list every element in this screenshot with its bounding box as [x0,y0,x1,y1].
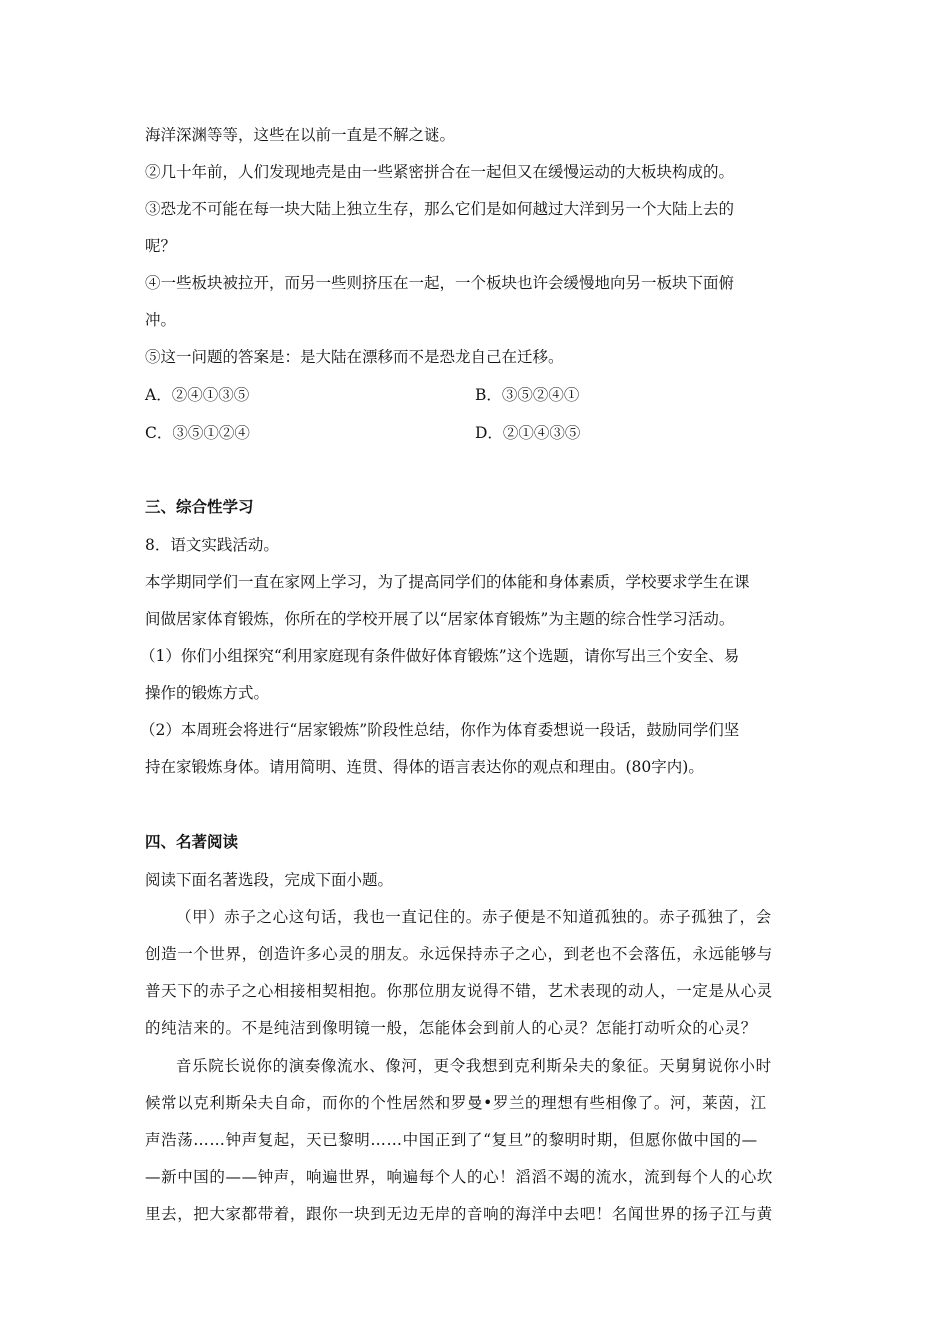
q7-sentence-5: ⑤这一问题的答案是：是大陆在漂移而不是恐龙自己在迁移。 [145,348,564,366]
passage-a-line: 创造一个世界，创造许多心灵的朋友。永远保持赤子之心，到老也不会落伍，永远能够与 [145,945,773,963]
section-3-heading: 三、综合性学习 [145,498,254,516]
section-4-heading: 四、名著阅读 [145,833,239,851]
option-a[interactable]: A．②④①③⑤ [145,386,250,404]
q8-title: 8．语文实践活动。 [145,536,279,554]
q7-sentence-3-cont: 呢？ [145,237,177,255]
passage-a-line: 普天下的赤子之心相接相契相抱。你那位朋友说得不错，艺术表现的动人，一定是从心灵 [145,982,773,1000]
q7-sentence-3: ③恐龙不可能在每一块大陆上独立生存，那么它们是如何越过大洋到另一个大陆上去的 [145,200,735,218]
passage-b-line: 音乐院长说你的演奏像流水、像河，更令我想到克利斯朵夫的象征。天舅舅说你小时 [176,1057,772,1075]
passage-a-line: 的纯洁来的。不是纯洁到像明镜一般，怎能体会到前人的心灵？怎能打动听众的心灵？ [145,1019,757,1037]
option-c[interactable]: C．③⑤①②④ [145,424,250,442]
passage-b-line: —新中国的——钟声，响遍世界，响遍每个人的心！滔滔不竭的流水，流到每个人的心坎 [145,1168,773,1186]
q8-subq-2-cont: 持在家锻炼身体。请用简明、连贯、得体的语言表达你的观点和理由。(80字内)。 [145,758,704,776]
passage-b-line: 里去，把大家都带着，跟你一块到无边无岸的音响的海洋中去吧！名闻世界的扬子江与黄 [145,1205,773,1223]
section-4-intro: 阅读下面名著选段，完成下面小题。 [145,871,394,889]
option-b[interactable]: B．③⑤②④① [475,386,580,404]
q7-sentence-4: ④一些板块被拉开，而另一些则挤压在一起，一个板块也许会缓慢地向另一板块下面俯 [145,274,735,292]
q7-sentence-2: ②几十年前，人们发现地壳是由一些紧密拼合在一起但又在缓慢运动的大板块构成的。 [145,163,735,181]
q8-subq-2: （2）本周班会将进行“居家锻炼”阶段性总结，你作为体育委想说一段话，鼓励同学们坚 [140,721,740,739]
passage-a-line: （甲）赤子之心这句话，我也一直记住的。赤子便是不知道孤独的。赤子孤独了，会 [176,908,772,926]
option-d[interactable]: D．②①④③⑤ [475,424,581,442]
q8-subq-1: （1）你们小组探究“利用家庭现有条件做好体育锻炼”这个选题，请你写出三个安全、易 [140,647,740,665]
passage-b-line: 声浩荡……钟声复起，天已黎明……中国正到了“复旦”的黎明时期，但愿你做中国的— [145,1131,758,1149]
q8-subq-1-cont: 操作的锻炼方式。 [145,684,270,702]
q7-sentence-4-cont: 冲。 [145,311,177,329]
q7-line-1: 海洋深渊等等，这些在以前一直是不解之谜。 [145,126,456,144]
q8-text-1: 本学期同学们一直在家网上学习，为了提高同学们的体能和身体素质，学校要求学生在课 [145,573,750,591]
q8-text-2: 间做居家体育锻炼，你所在的学校开展了以“居家体育锻炼”为主题的综合性学习活动。 [145,610,735,628]
passage-b-line: 候常以克利斯朵夫自命，而你的个性居然和罗曼•罗兰的理想有些相像了。河，莱茵，江 [145,1094,767,1112]
